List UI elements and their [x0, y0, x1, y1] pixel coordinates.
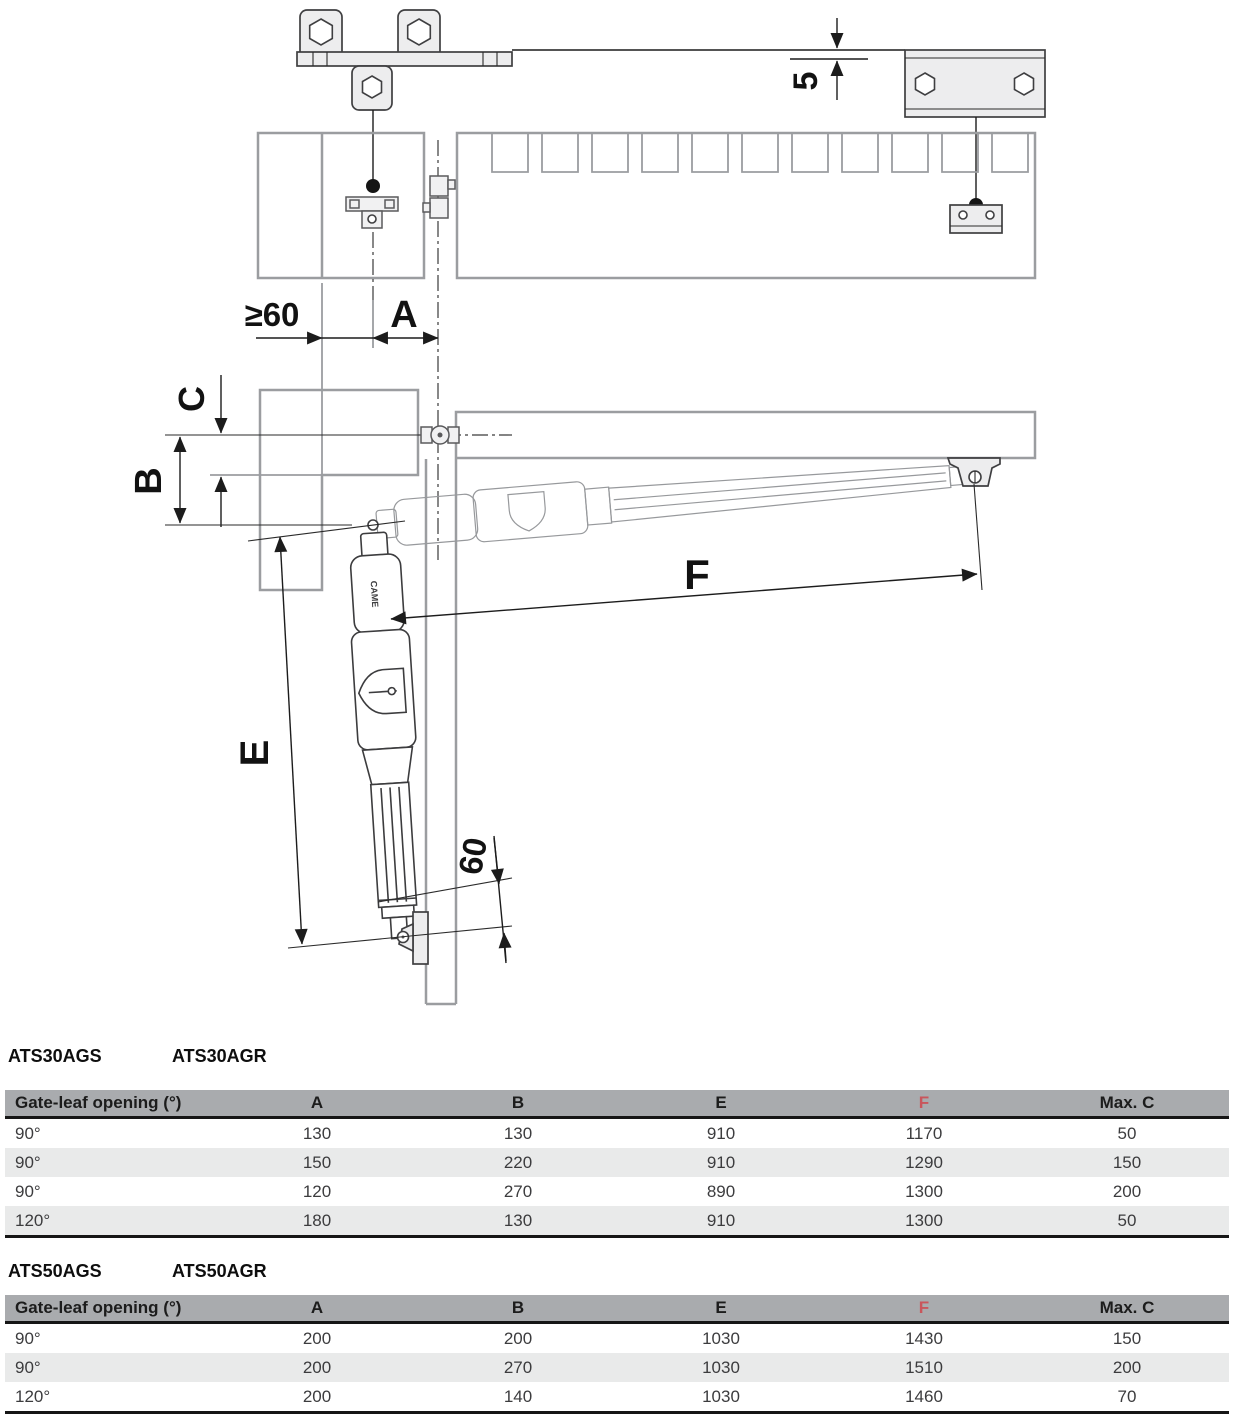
- dim-c-label: C: [171, 386, 212, 412]
- table-cell: 220: [503, 1152, 533, 1172]
- table-row: [5, 1148, 1229, 1177]
- dim-b-label: B: [128, 467, 170, 495]
- column-header: A: [310, 1093, 324, 1112]
- leader-front-bracket: [969, 117, 983, 212]
- rear-bracket-front-view: [297, 10, 512, 110]
- table-cell: 1030: [702, 1328, 740, 1348]
- front-bracket-top-view: [950, 205, 1002, 233]
- table-cell: 910: [706, 1152, 736, 1172]
- table-header-row: [5, 1090, 1229, 1118]
- leader-rear-bracket: [366, 110, 380, 193]
- table-cell: 1030: [702, 1386, 740, 1406]
- dim-ge60-label: ≥60: [244, 296, 300, 333]
- column-header: B: [511, 1298, 525, 1317]
- dim-b: [128, 437, 352, 525]
- dim-5: [512, 18, 905, 100]
- column-header: F: [918, 1298, 930, 1317]
- table-cell: 120°: [15, 1386, 51, 1406]
- table-cell: 130: [302, 1123, 332, 1143]
- table-cell: 120: [302, 1181, 332, 1201]
- table-cell: 90°: [15, 1181, 41, 1201]
- table-cell: 200: [503, 1328, 533, 1348]
- table-cell: 890: [706, 1181, 736, 1201]
- table-titles: [5, 1261, 1229, 1283]
- table-row: [5, 1353, 1229, 1382]
- bolt-hole-icon: [1015, 73, 1034, 95]
- table-section-ats30: [5, 1046, 1229, 1238]
- column-header: Max. C: [1099, 1298, 1155, 1317]
- model-title: ATS30AGR: [172, 1046, 267, 1066]
- dim-f: [391, 484, 982, 619]
- table-cell: 130: [503, 1210, 533, 1230]
- table-cell: 1300: [905, 1181, 943, 1201]
- bolt-hole-icon: [916, 73, 935, 95]
- table-row: [5, 1118, 1229, 1149]
- actuator-open: [345, 531, 429, 940]
- column-header: Gate-leaf opening (°): [15, 1298, 182, 1317]
- column-header: E: [715, 1093, 727, 1112]
- column-header: Gate-leaf opening (°): [15, 1093, 182, 1112]
- column-header: E: [715, 1298, 727, 1317]
- table-cell: 130: [503, 1123, 533, 1143]
- front-bracket-plate-view: [905, 50, 1045, 117]
- table-cell: 140: [503, 1386, 533, 1406]
- table-cell: 90°: [15, 1357, 41, 1377]
- table-cell: 150: [1112, 1328, 1142, 1348]
- table-header-row: [5, 1295, 1229, 1323]
- table-cell: 150: [1112, 1152, 1142, 1172]
- column-header: A: [310, 1298, 324, 1317]
- dim-60-label: 60: [451, 834, 495, 878]
- front-bracket-closed: [948, 458, 1000, 486]
- dim-c: [171, 375, 322, 527]
- bolt-hole-icon: [310, 19, 333, 45]
- rear-bracket-top-view: [346, 197, 398, 228]
- dim-f-label: F: [684, 551, 710, 598]
- bolt-hole-icon: [408, 19, 431, 45]
- table-cell: 200: [1112, 1181, 1142, 1201]
- dim-e-label: E: [233, 739, 277, 767]
- spec-table-ats50: [5, 1295, 1229, 1414]
- column-header: F: [918, 1093, 930, 1112]
- table-cell: 200: [302, 1386, 332, 1406]
- table-cell: 200: [302, 1357, 332, 1377]
- table-cell: 910: [706, 1210, 736, 1230]
- table-cell: 1430: [905, 1328, 943, 1348]
- table-section-ats50: [5, 1261, 1229, 1414]
- table-cell: 90°: [15, 1152, 41, 1172]
- bolt-hole-icon: [363, 76, 382, 98]
- table-cell: 1030: [702, 1357, 740, 1377]
- table-cell: 270: [503, 1357, 533, 1377]
- gate-bars: [492, 134, 1028, 172]
- dim-ge60-a: [245, 232, 438, 475]
- table-cell: 200: [302, 1328, 332, 1348]
- table-cell: 50: [1117, 1210, 1137, 1230]
- table-titles: [5, 1046, 1229, 1068]
- gate-open-view: [426, 459, 456, 1004]
- table-cell: 90°: [15, 1328, 41, 1348]
- table-cell: 90°: [15, 1123, 41, 1143]
- table-row: [5, 1206, 1229, 1237]
- model-title: ATS50AGS: [8, 1261, 102, 1281]
- table-cell: 50: [1117, 1123, 1137, 1143]
- hinge-side-view: [165, 426, 512, 444]
- dim-a-label: A: [390, 294, 418, 336]
- came-shield-icon: [508, 492, 547, 533]
- table-cell: 120°: [15, 1210, 51, 1230]
- table-row: [5, 1323, 1229, 1354]
- table-cell: 1300: [905, 1210, 943, 1230]
- gate-side-view: [456, 412, 1035, 458]
- model-title: ATS30AGS: [8, 1046, 102, 1066]
- table-cell: 1170: [905, 1123, 943, 1143]
- actuator-ghost-closed: [375, 449, 975, 551]
- table-cell: 1510: [905, 1357, 943, 1377]
- actuator-logo: CAME: [368, 580, 381, 608]
- table-cell: 910: [706, 1123, 736, 1143]
- dim-5-label: 5: [787, 71, 825, 91]
- table-cell: 180: [302, 1210, 332, 1230]
- pillar-top-view: [258, 133, 424, 278]
- column-header: Max. C: [1099, 1093, 1155, 1112]
- table-cell: 200: [1112, 1357, 1142, 1377]
- gate-top-view: [457, 133, 1035, 278]
- model-title: ATS50AGR: [172, 1261, 267, 1281]
- table-cell: 1460: [905, 1386, 943, 1406]
- table-cell: 70: [1117, 1386, 1137, 1406]
- table-cell: 150: [302, 1152, 332, 1172]
- table-cell: 1290: [905, 1152, 943, 1172]
- table-row: [5, 1177, 1229, 1206]
- spec-table-ats30: [5, 1090, 1229, 1238]
- column-header: B: [511, 1093, 525, 1112]
- table-row: [5, 1382, 1229, 1413]
- table-cell: 270: [503, 1181, 533, 1201]
